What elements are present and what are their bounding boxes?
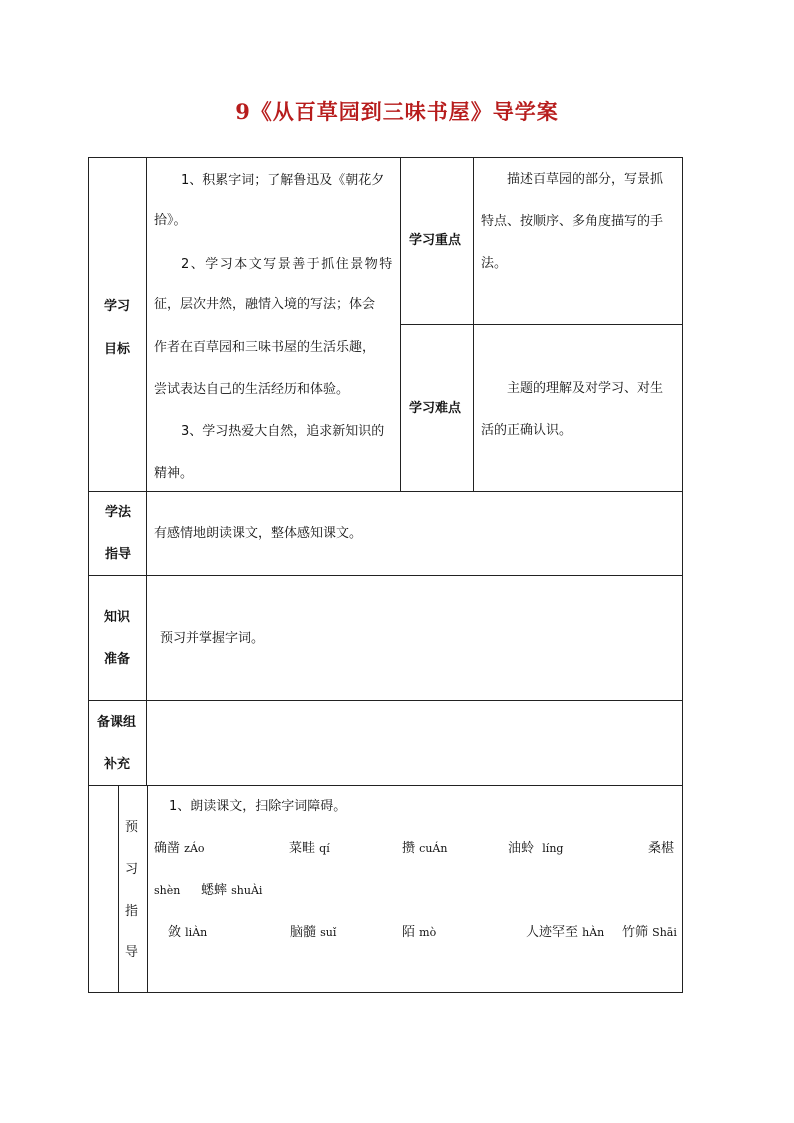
method-label-2: 指导 (105, 547, 132, 562)
vocab-word: 攒 cuÁn (402, 841, 448, 856)
goal-line: 拾》。 (154, 213, 187, 228)
goal-line: 3、学习热爱大自然，追求新知识的 (181, 424, 385, 439)
vocab-word: 陌 mò (402, 925, 437, 940)
vocab-word: 菜畦 qí (289, 841, 330, 856)
goals-label-2: 目标 (104, 342, 131, 357)
vocab-word: shèn 蟋蟀 shuÀi (154, 883, 263, 898)
vocab-word: 桑椹 (648, 841, 675, 856)
method-text: 有感情地朗读课文，整体感知课文。 (154, 526, 363, 541)
supplement-label: 备课组 (97, 715, 137, 730)
page-title: 9《从百草园到三味书屋》导学案 (235, 99, 559, 124)
difficulty-label: 学习难点 (409, 401, 462, 416)
vocab-word: 竹筛 Shāi (622, 925, 677, 940)
goal-line: 1、积累字词；了解鲁迅及《朝花夕 (181, 173, 385, 188)
goal-line: 2、学习本文写景善于抓住景物特 (181, 257, 394, 272)
focus-label: 学习重点 (409, 233, 462, 248)
difficulty-line: 主题的理解及对学习、对生 (507, 381, 664, 396)
preview-label-char: 预 (125, 820, 139, 835)
vocab-word: 油蛉 líng (508, 841, 564, 856)
vocab-word: 敛 liÀn (168, 925, 208, 940)
preview-label-char: 习 (125, 862, 139, 877)
method-label: 学法 (105, 505, 132, 520)
preview-intro: 1、朗读课文，扫除字词障碍。 (169, 799, 347, 814)
goal-line: 精神。 (154, 466, 194, 481)
preview-label-char: 指 (125, 904, 139, 919)
vocab-word: 确凿 zÁo (154, 841, 205, 856)
knowledge-label: 知识 (104, 610, 131, 625)
knowledge-text: 预习并掌握字词。 (160, 631, 265, 646)
vocab-word: 脑髓 suǐ (290, 925, 337, 940)
goal-line: 作者在百草园和三味书屋的生活乐趣， (154, 340, 376, 355)
supplement-label-2: 补充 (104, 757, 131, 772)
vocab-word: 人迹罕至 hÀn (526, 925, 605, 940)
focus-line: 法。 (481, 256, 508, 271)
focus-line: 特点、按顺序、多角度描写的手 (481, 214, 664, 229)
goal-line: 征，层次井然，融情入境的写法；体会 (154, 297, 376, 312)
goals-label: 学习 (104, 299, 131, 314)
goal-line: 尝试表达自己的生活经历和体验。 (154, 382, 350, 397)
difficulty-line: 活的正确认识。 (481, 423, 573, 438)
preview-label-char: 导 (125, 945, 139, 960)
knowledge-label-2: 准备 (104, 652, 131, 667)
focus-line: 描述百草园的部分，写景抓 (507, 172, 664, 187)
